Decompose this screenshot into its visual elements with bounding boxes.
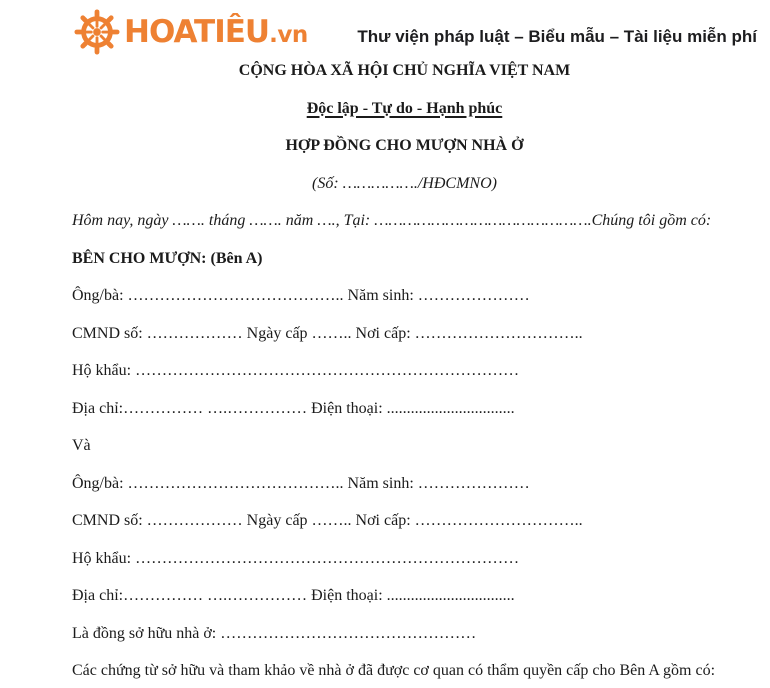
owner2-id-line: CMND số: ……………… Ngày cấp …….. Nơi cấp: ………………………….. (72, 512, 583, 529)
site-tagline: Thư viện pháp luật – Biểu mẫu – Tài liệu miễn phí (357, 27, 757, 46)
national-motto: Độc lập - Tự do - Hạnh phúc (306, 99, 503, 117)
site-header (74, 8, 757, 56)
connector-line: Và (72, 437, 91, 454)
owner2-address-line: Địa chỉ:…………… ….…………… Điện thoại: ................................ (72, 587, 515, 604)
logo-text: HOATIÊU (124, 13, 270, 50)
owner1-household-line: Hộ khẩu: ……………………………………………………………… (72, 362, 520, 379)
logo-wordmark (124, 13, 308, 50)
ship-wheel-icon (74, 9, 120, 55)
co-owner-line: Là đồng sở hữu nhà ở: ………………………………………… (72, 624, 477, 642)
party-a-heading: BÊN CHO MƯỢN: (Bên A) (72, 249, 263, 267)
owner1-address-line: Địa chỉ:…………… ….…………… Điện thoại: ................................ (72, 399, 515, 417)
contract-document (72, 62, 737, 680)
owner2-name-line: Ông/bà: ………………………………….. Năm sinh: ………………… (72, 474, 530, 492)
hoatieu-logo[interactable] (74, 9, 308, 55)
date-location-line: Hôm nay, ngày ……. tháng ……. năm …., Tại: ……………………………………….Chúng tôi gồm có: (72, 212, 712, 229)
owner1-name-line: Ông/bà: ………………………………….. Năm sinh: ………………… (72, 287, 530, 304)
national-header: CỘNG HÒA XÃ HỘI CHỦ NGHĨA VIỆT NAM (238, 62, 571, 79)
contract-title: HỢP ĐỒNG CHO MƯỢN NHÀ Ở (285, 137, 524, 154)
contract-number-line: (Số: ……………./HĐCMNO) (312, 174, 497, 192)
ownership-documents-line: Các chứng từ sở hữu và tham khảo về nhà ở đã được cơ quan có thẩm quyền cấp cho Bên A gồm có: (72, 662, 716, 679)
logo-suffix: .vn (269, 21, 308, 48)
owner2-household-line: Hộ khẩu: ……………………………………………………………… (72, 549, 520, 567)
owner1-id-line: CMND số: ……………… Ngày cấp …….. Nơi cấp: ………………………….. (72, 324, 583, 342)
